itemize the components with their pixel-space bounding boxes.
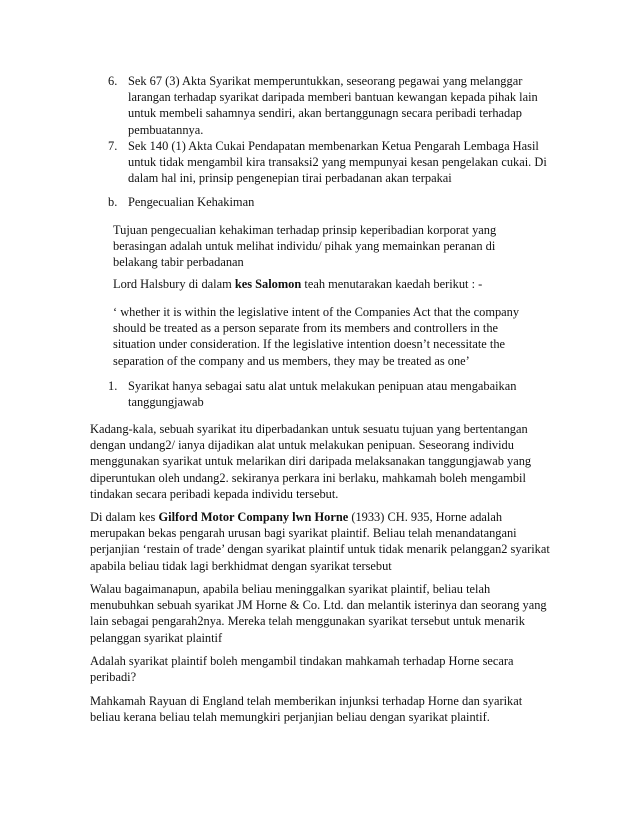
section-heading-text: Pengecualian Kehakiman [128,195,255,209]
list-number: 1. [108,379,118,393]
section-heading-b [108,194,556,210]
case-name-gilford: Gilford Motor Company lwn Horne [158,510,349,524]
paragraph-adalah: Adalah syarikat plaintif boleh mengambil tindakan mahkamah terhadap Horne secara peribadi? [90,654,514,685]
paragraph-walau: Walau bagaimanapun, apabila beliau meninggalkan syarikat plaintif, beliau telah menubuhkan sebuah syarikat JM Horne & Co. Ltd. dan melantik isterinya dan seorang yang lain sebagai pengarah2nya. Mereka telah menggunakan syarikat tersebut untuk menarik pelanggan syarikat plaintif [90,582,547,645]
quote-paragraph: ‘ whether it is within the legislative intent of the Companies Act that the company should be treated as a person separate from its members and controllers in the situation under consideration. If the legislative intention doesn’t necessitate the separation of the company and us members, they may be treated as one’ [113,305,520,368]
paragraph-lord-halsbury: Lord Halsbury di dalam kes Salomon teah menutarakan kaedah berikut : - [113,277,483,291]
list-item-text: Sek 140 (1) Akta Cukai Pendapatan membenarkan Ketua Pengarah Lembaga Hasil untuk tidak mengambil kira transaksi2 yang mempunyai kesan pengelakan cukai. Di dalam hal ini, prinsip pengenepian tirai perbadanan akan terpakai [128,138,547,186]
paragraph-gilford: Di dalam kes Gilford Motor Company lwn Horne (1933) CH. 935, Horne adalah merupakan bekas pengarah urusan bagi syarikat plaintif. Beliau telah menandatangani perjanjian ‘restain of trade’ dengan syarikat plaintif untuk tidak menarik pelanggan2 syarikat apabila beliau tidak lagi berkhidmat dengan syarikat tersebut [90,510,550,573]
list-number: 6. [108,74,118,88]
numbered-list-top [108,73,556,186]
paragraph-mahkamah: Mahkamah Rayuan di England telah memberikan injunksi terhadap Horne dan syarikat beliau kerana beliau telah memungkiri perjanjian beliau dengan syarikat plaintif. [90,694,523,725]
paragraph-kadang-kala: Kadang-kala, sebuah syarikat itu diperbadankan untuk sesuatu tujuan yang bertentangan dengan undang2/ ianya dijadikan alat untuk melakukan penipuan. Seseorang individu menggunakan syarikat untuk melarikan diri daripada melaksanakan tanggungjawab yang diperuntukan oleh undang2. sekiranya perkara ini berlaku, mahkamah boleh mengambil tindakan secara peribadi kepada individu tersebut. [90,422,532,501]
paragraph-tujuan: Tujuan pengecualian kehakiman terhadap prinsip keperibadian korporat yang berasingan adalah untuk melihat individu/ pihak yang memainkan peranan di belakang tabir perbadanan [113,223,497,270]
numbered-list-1 [108,378,556,410]
list-item-text: Syarikat hanya sebagai satu alat untuk melakukan penipuan atau mengabaikan tanggungjawab [128,379,517,410]
list-item-7 [108,138,556,187]
list-item-1 [108,378,556,410]
case-name-salomon: kes Salomon [234,277,302,291]
list-item-text: Sek 67 (3) Akta Syarikat memperuntukkan, seseorang pegawai yang melanggar larangan terhadap syarikat daripada memberi bantuan kewangan kepada pihak lain untuk membeli sahamnya sendiri, akan bertanggunagn secara peribadi terhadap pembuatannya. [128,74,538,137]
list-item-6 [108,73,556,138]
list-number: 7. [108,138,118,153]
list-letter: b. [108,195,118,209]
